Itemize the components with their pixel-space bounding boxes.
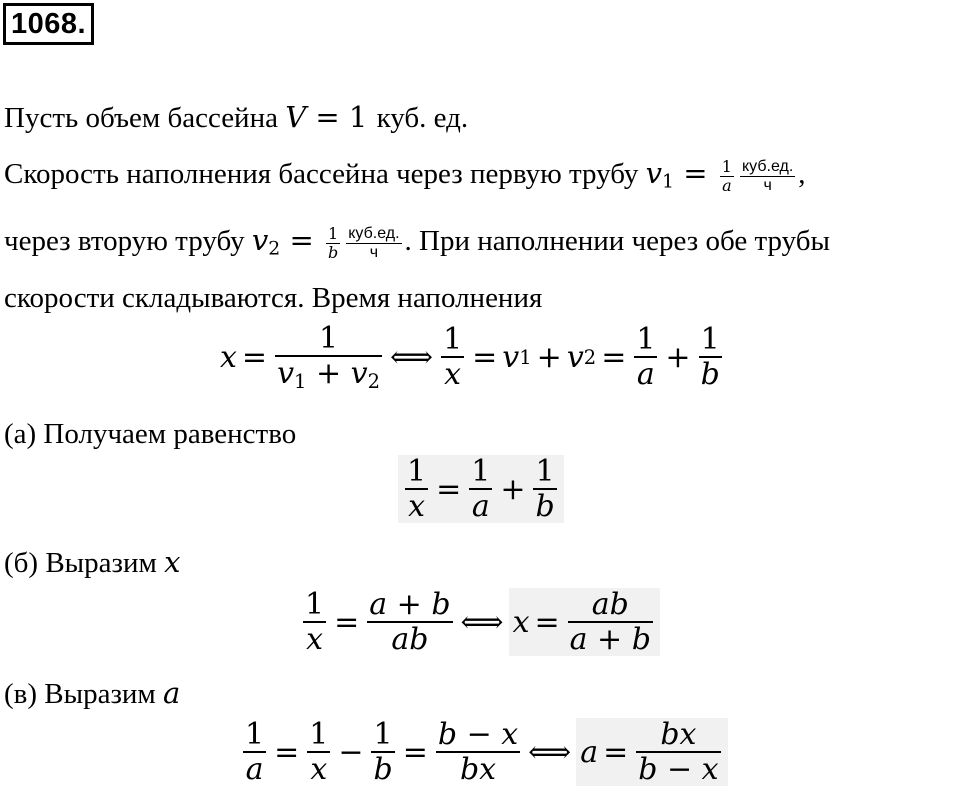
unit-fraction: $\frac{\text{куб.ед.}}{ч}$ — [741, 158, 794, 194]
main-equation: x = $\frac{1}{v_1 + v_2}$ ⟺ $\frac{1}{x}$ = v 1 + v 2 = $\frac{1}{a}$ + $\frac{1}{b}$ — [220, 321, 720, 393]
equation-b: $\frac{1}{x}$ = $\frac{a + b}{ab}$ ⟺ x = $\frac{ab}{a + b}$ — [300, 588, 660, 656]
part-a-label: (а) Получаем равенство — [4, 418, 297, 450]
text-line-3: через вторую трубу $v_2$ = $\frac{1}{b}$ $\frac{\text{куб.ед.}}{ч}$ . При наполнении через обе трубы — [4, 223, 830, 262]
part-b-label: (б) Выразим x — [4, 545, 181, 579]
equation-c: $\frac{1}{a}$ = $\frac{1}{x}$ − $\frac{1}{b}$ = $\frac{b - x}{bx}$ ⟺ a = $\frac{bx}{b - x}$ — [240, 718, 728, 786]
part-c-label: (в) Выразим a — [4, 676, 181, 710]
v1-fraction: $\frac{1}{a}$ — [721, 157, 732, 195]
text-line-2: Скорость наполнения бассейна через первую трубу $v_1$ = $\frac{1}{a}$ $\frac{\text{куб.ед.}}{ч}$ , — [4, 156, 806, 195]
equation-a: $\frac{1}{x}$ = $\frac{1}{a}$ + $\frac{1}{b}$ — [398, 455, 564, 523]
text-line-1: Пусть объем бассейна V = 1 куб. ед. — [4, 100, 469, 134]
v2-fraction: $\frac{1}{b}$ — [328, 224, 339, 262]
unit-fraction: $\frac{\text{куб.ед.}}{ч}$ — [348, 225, 400, 261]
text-line-4: скорости складываются. Время наполнения — [4, 282, 543, 314]
problem-number: 1068. — [3, 3, 94, 45]
